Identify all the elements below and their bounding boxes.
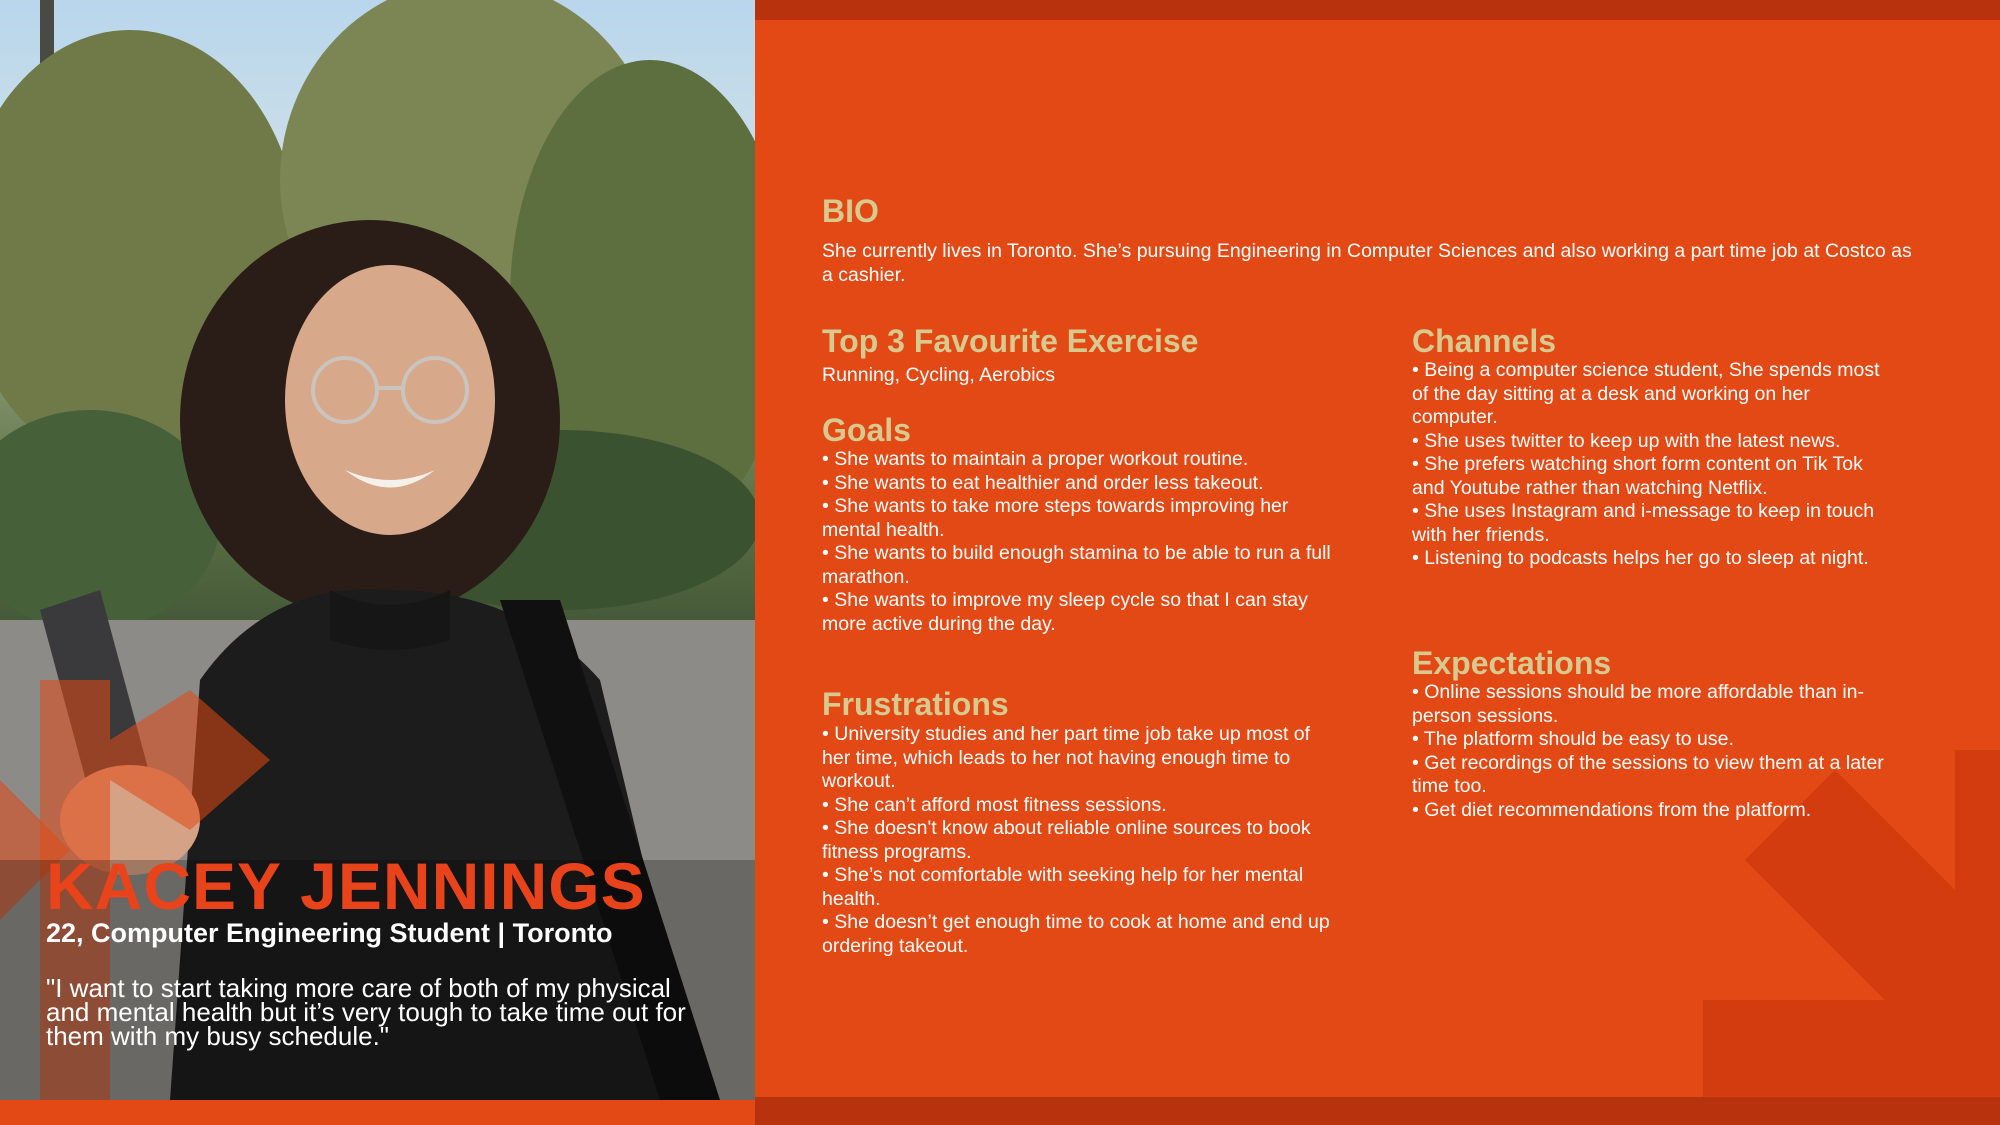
list-item: • The platform should be easy to use. <box>1412 728 1734 750</box>
expectations-heading: Expectations <box>1412 645 1612 681</box>
list-item: • She can’t afford most fitness sessions. <box>822 793 1167 816</box>
list-item: • She wants to take more steps towards improving her mental health. <box>822 495 1289 541</box>
list-item: • She’s not comfortable with seeking help for her mental health. <box>822 864 1304 910</box>
list-item: • Online sessions should be more affordable than in-person sessions. <box>1412 681 1864 727</box>
list-item: • She wants to build enough stamina to be able to run a full marathon. <box>822 542 1331 588</box>
goals-list <box>822 448 1342 636</box>
frustrations-heading: Frustrations <box>822 686 1009 722</box>
content-panel <box>755 0 2000 1125</box>
list-item: • Being a computer science student, She spends most of the day sitting at a desk and working on her computer. <box>1412 359 1880 428</box>
list-item: • Get recordings of the sessions to view them at a later time too. <box>1412 751 1884 797</box>
persona-name: KACEY JENNINGS <box>46 849 646 923</box>
channels-heading: Channels <box>1412 323 1557 359</box>
exercise-heading: Top 3 Favourite Exercise <box>822 323 1199 359</box>
list-item: • She uses Instagram and i-message to keep in touch with her friends. <box>1412 500 1875 546</box>
list-item: • She prefers watching short form content on Tik Tok and Youtube rather than watching Netflix. <box>1412 453 1863 499</box>
persona-photo <box>0 0 755 1100</box>
list-item: • She wants to maintain a proper workout routine. <box>822 448 1249 470</box>
frustrations-list <box>822 723 1342 958</box>
list-item: • She uses twitter to keep up with the latest news. <box>1412 429 1841 452</box>
list-item: • Get diet recommendations from the platform. <box>1412 798 1812 821</box>
persona-quote: "I want to start taking more care of both of my physical and mental health but it’s very tough to take time out for them with my busy schedule." <box>46 973 686 1051</box>
channels-list <box>1412 359 1892 571</box>
list-item: • She doesn’t get enough time to cook at home and end up ordering takeout. <box>822 911 1330 957</box>
goals-heading: Goals <box>822 412 911 448</box>
persona-subtitle: 22, Computer Engineering Student | Toronto <box>46 918 613 948</box>
bio-text: She currently lives in Toronto. She’s pursuing Engineering in Computer Sciences and also working a part time job at Costco as a cashier. <box>822 240 1912 286</box>
exercise-text: Running, Cycling, Aerobics <box>822 364 1056 386</box>
bottom-strip <box>0 1100 755 1125</box>
list-item: • She wants to eat healthier and order less takeout. <box>822 471 1264 494</box>
list-item: • She wants to improve my sleep cycle so that I can stay more active during the day. <box>822 589 1308 635</box>
expectations-list <box>1412 681 1892 822</box>
bottom-bar <box>755 1097 2000 1125</box>
list-item: • Listening to podcasts helps her go to sleep at night. <box>1412 547 1869 569</box>
bio-heading: BIO <box>822 193 879 229</box>
list-item: • University studies and her part time job take up most of her time, which leads to her not having enough time to workout. <box>822 723 1311 792</box>
list-item: • She doesn't know about reliable online sources to book fitness programs. <box>822 817 1311 863</box>
